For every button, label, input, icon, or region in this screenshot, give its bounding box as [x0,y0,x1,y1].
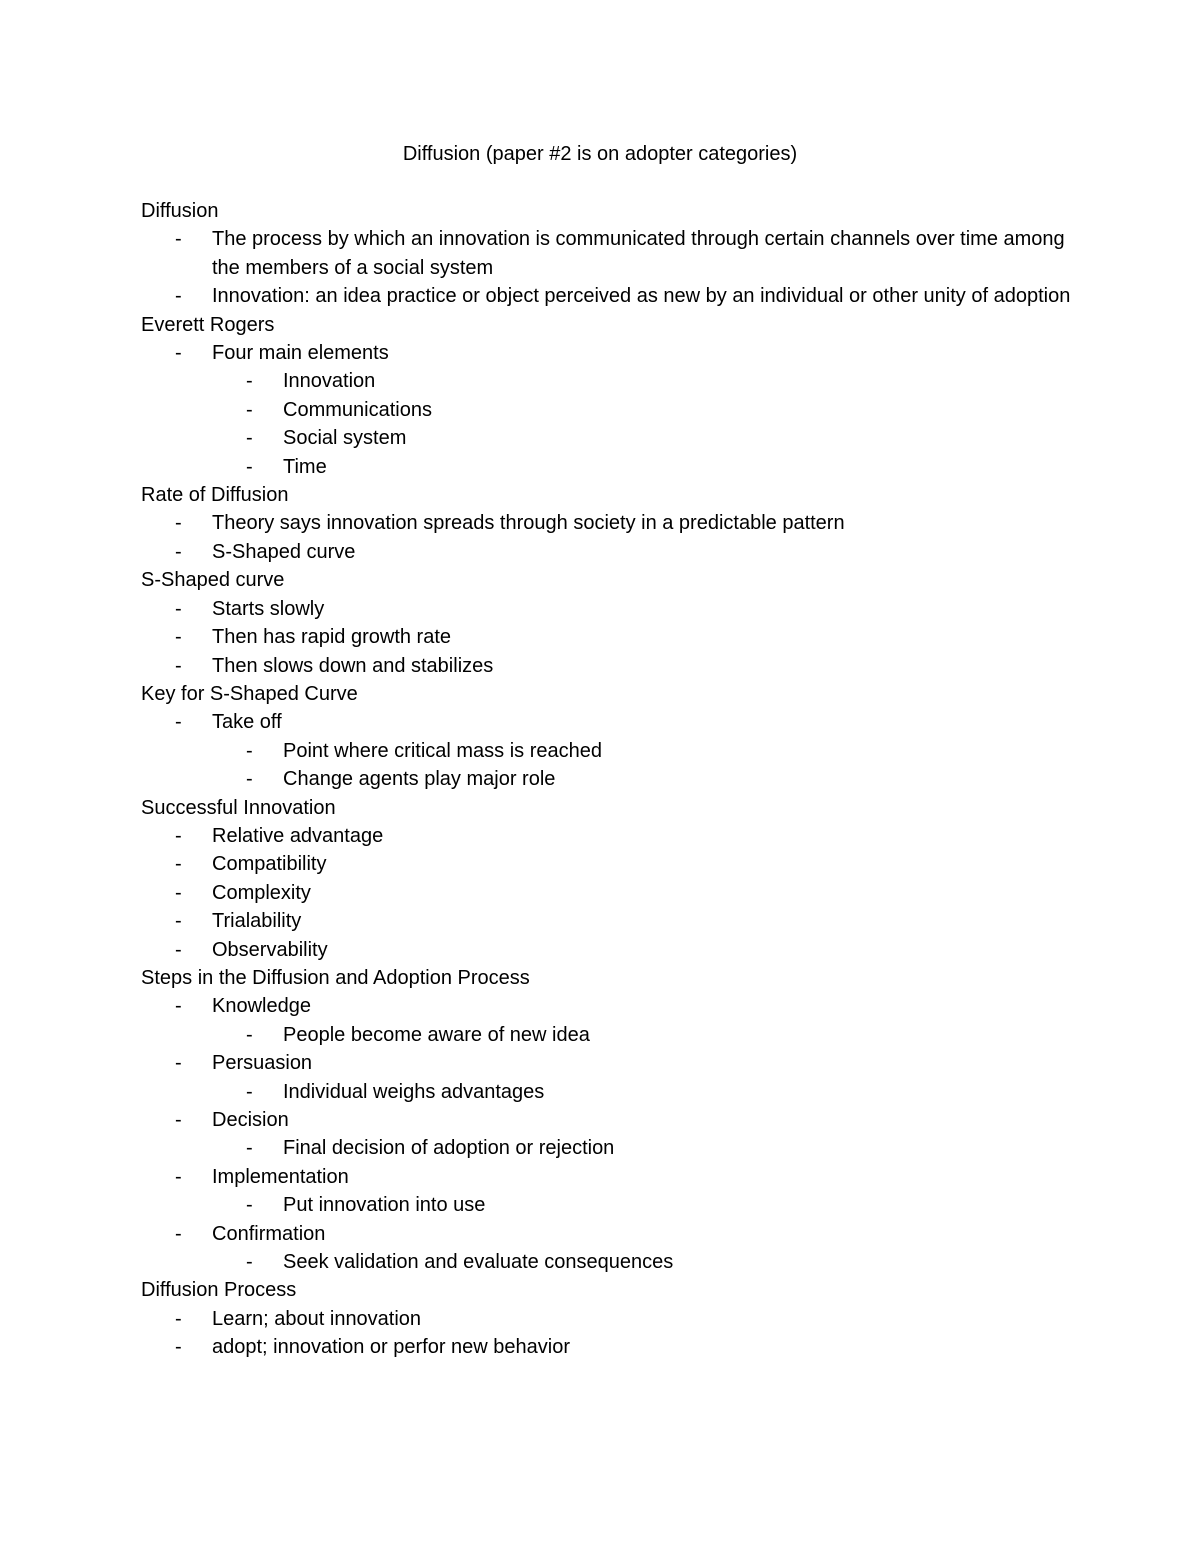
dash-bullet: - [175,228,182,251]
dash-bullet: - [246,1023,253,1046]
sub-list-item [212,1021,1071,1049]
list-item [141,339,1071,481]
sub-bullet-list [212,1248,1071,1276]
list-item-text: adopt; innovation or perfor new behavior [212,1336,571,1359]
section-heading: S-Shaped curve [141,569,285,592]
sub-list-item-text: Change agents play major role [283,768,556,791]
dash-bullet: - [175,597,182,620]
dash-bullet: - [246,1080,253,1103]
list-item-text: Take off [212,711,282,734]
list-item [141,1305,1071,1333]
list-item [141,538,1071,566]
sub-list-item [212,453,1071,481]
dash-bullet: - [246,1137,253,1160]
dash-bullet: - [175,342,182,365]
list-item [141,1049,1071,1106]
sub-list-item [212,765,1071,793]
dash-bullet: - [175,540,182,563]
bullet-list [141,1305,1071,1362]
list-item-text: Starts slowly [212,597,325,620]
section-heading: Diffusion Process [141,1279,297,1302]
section-heading: Key for S-Shaped Curve [141,682,358,705]
outline-section [141,566,1071,680]
sub-list-item-text: Seek validation and evaluate consequences [283,1251,674,1274]
bullet-list [141,822,1071,964]
dash-bullet: - [246,398,253,421]
list-item-text: Then has rapid growth rate [212,626,452,649]
sub-list-item-text: Final decision of adoption or rejection [283,1137,615,1160]
list-item-text: Learn; about innovation [212,1307,422,1330]
list-item [141,225,1071,282]
list-item [141,936,1071,964]
list-item-text: Innovation: an idea practice or object perceived as new by an individual or other unity of adoption [212,285,1071,308]
dash-bullet: - [175,1336,182,1359]
list-item-text: The process by which an innovation is communicated through certain channels over time among the members of a social system [212,228,1065,279]
outline-section [141,680,1071,794]
sub-list-item-text: Social system [283,427,407,450]
dash-bullet: - [246,1194,253,1217]
sub-bullet-list [212,1134,1071,1162]
dash-bullet: - [175,1052,182,1075]
dash-bullet: - [175,938,182,961]
dash-bullet: - [175,285,182,308]
list-item-text: Theory says innovation spreads through society in a predictable pattern [212,512,845,535]
dash-bullet: - [175,1109,182,1131]
list-item-text: Complexity [212,881,311,904]
section-heading: Rate of Diffusion [141,484,289,507]
list-item [141,652,1071,680]
list-item-text: Implementation [212,1165,349,1188]
sub-list-item-text: Point where critical mass is reached [283,739,603,762]
document-body [141,197,1071,1362]
sub-bullet-list [212,737,1071,794]
list-item [141,822,1071,850]
list-item [141,509,1071,537]
sub-list-item-text: Time [283,455,327,478]
list-item [141,1333,1071,1361]
sub-list-item-text: Communications [283,398,432,421]
dash-bullet: - [175,995,182,1018]
dash-bullet: - [175,853,182,876]
sub-list-item [212,367,1071,395]
list-item-text: Knowledge [212,995,311,1018]
list-item-text: Relative advantage [212,824,384,847]
bullet-list [141,992,1071,1276]
dash-bullet: - [246,427,253,450]
sub-list-item [212,737,1071,765]
sub-bullet-list [212,1078,1071,1106]
section-heading: Diffusion [141,200,219,222]
list-item [141,708,1071,793]
sub-list-item [212,1078,1071,1106]
list-item [141,623,1071,651]
section-heading: Everett Rogers [141,313,275,336]
list-item [141,1220,1071,1277]
outline-section [141,964,1071,1276]
outline-section [141,794,1071,964]
sub-bullet-list [212,1191,1071,1219]
list-item-text: Persuasion [212,1052,313,1075]
list-item-text: Decision [212,1109,289,1131]
sub-list-item-text: People become aware of new idea [283,1023,590,1046]
sub-list-item-text: Individual weighs advantages [283,1080,545,1103]
dash-bullet: - [246,370,253,393]
sub-list-item [212,1134,1071,1162]
bullet-list [141,595,1071,680]
sub-list-item-text: Innovation [283,370,376,393]
list-item-text: Trialability [212,910,302,933]
sub-list-item [212,424,1071,452]
list-item-text: Four main elements [212,342,389,365]
outline-section [141,1276,1071,1361]
sub-list-item-text: Put innovation into use [283,1194,486,1217]
dash-bullet: - [175,824,182,847]
dash-bullet: - [175,910,182,933]
section-heading: Steps in the Diffusion and Adoption Process [141,966,530,989]
list-item [141,595,1071,623]
list-item [141,1163,1071,1220]
dash-bullet: - [175,626,182,649]
dash-bullet: - [175,512,182,535]
sub-list-item [212,1191,1071,1219]
section-heading: Successful Innovation [141,796,336,819]
sub-list-item [212,396,1071,424]
list-item [141,850,1071,878]
dash-bullet: - [175,1165,182,1188]
dash-bullet: - [246,1251,253,1274]
bullet-list [141,509,1071,566]
dash-bullet: - [246,739,253,762]
list-item [141,992,1071,1049]
dash-bullet: - [175,711,182,734]
list-item [141,907,1071,935]
outline-section [141,481,1071,566]
bullet-list [141,339,1071,481]
sub-bullet-list [212,367,1071,481]
dash-bullet: - [246,768,253,791]
list-item-text: Then slows down and stabilizes [212,654,494,677]
dash-bullet: - [175,654,182,677]
list-item-text: Observability [212,938,328,961]
dash-bullet: - [175,1222,182,1245]
dash-bullet: - [246,455,253,478]
list-item-text: S-Shaped curve [212,540,356,563]
list-item-text: Confirmation [212,1222,326,1245]
bullet-list [141,225,1071,310]
list-item [141,1106,1071,1163]
outline-section [141,311,1071,481]
dash-bullet: - [175,1307,182,1330]
sub-bullet-list [212,1021,1071,1049]
dash-bullet: - [175,881,182,904]
list-item-text: Compatibility [212,853,327,876]
outline-section [141,197,1071,311]
document-title: Diffusion (paper #2 is on adopter categories) [402,143,798,165]
list-item [141,879,1071,907]
bullet-list [141,708,1071,793]
sub-list-item [212,1248,1071,1276]
list-item [141,282,1071,310]
